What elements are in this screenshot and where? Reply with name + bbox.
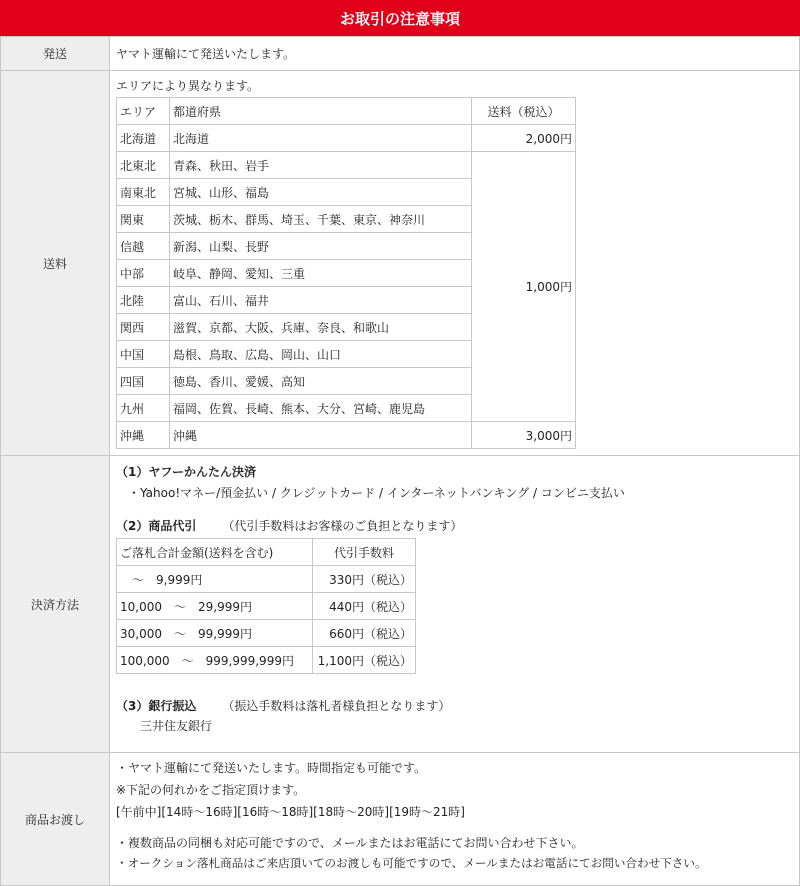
header-fee: 代引手数料 [313, 539, 416, 566]
pref-cell: 滋賀、京都、大阪、兵庫、奈良、和歌山 [170, 314, 472, 341]
pref-cell: 宮城、山形、福島 [170, 179, 472, 206]
delivery-line-5: ・オークション落札商品はご来店頂いてのお渡しも可能ですので、メールまたはお電話にてお問い合わせ下さい。 [116, 856, 707, 870]
area-cell: 南東北 [117, 179, 170, 206]
row-payment [1, 456, 800, 753]
table-row [117, 422, 576, 449]
pref-cell: 茨城、栃木、群馬、埼玉、千葉、東京、神奈川 [170, 206, 472, 233]
payment-yahoo-detail: ・Yahoo!マネー/預金払い / クレジットカード / インターネットバンキング / コンビニ支払い [128, 486, 625, 500]
area-cell: 九州 [117, 395, 170, 422]
header-area: エリア [117, 98, 170, 125]
area-cell: 北海道 [117, 125, 170, 152]
cod-fee-table [116, 538, 416, 674]
area-cell: 関東 [117, 206, 170, 233]
payment-yahoo-title: （1）ヤフーかんたん決済 [116, 465, 256, 479]
shipping-fee-table [116, 97, 576, 449]
amount-cell: ～ 9,999円 [117, 566, 313, 593]
fee-cell: 1,100円（税込） [313, 647, 416, 674]
area-cell: 北陸 [117, 287, 170, 314]
area-cell: 信越 [117, 233, 170, 260]
area-cell: 中国 [117, 341, 170, 368]
payment-bank-note: （振込手数料は落札者様負担となります） [222, 699, 451, 713]
pref-cell: 徳島、香川、愛媛、高知 [170, 368, 472, 395]
fee-cell: 330円（税込） [313, 566, 416, 593]
delivery-line-1: ・ヤマト運輸にて発送いたします。時間指定も可能です。 [116, 761, 427, 775]
label-delivery: 商品お渡し [1, 753, 110, 886]
row-delivery [1, 753, 800, 886]
pref-cell: 新潟、山梨、長野 [170, 233, 472, 260]
delivery-line-4: ・複数商品の同梱も対応可能ですので、メールまたはお電話にてお問い合わせ下さい。 [116, 836, 584, 850]
page-title: お取引の注意事項 [339, 9, 460, 28]
pref-cell: 北海道 [170, 125, 472, 152]
table-row [117, 620, 416, 647]
pref-cell: 沖縄 [170, 422, 472, 449]
price-cell: 1,000円 [472, 152, 576, 422]
payment-bank-heading [116, 696, 793, 716]
table-row [117, 152, 576, 179]
amount-cell: 10,000 ～ 29,999円 [117, 593, 313, 620]
notice-table [0, 36, 800, 886]
fee-cell: 660円（税込） [313, 620, 416, 647]
area-cell: 沖縄 [117, 422, 170, 449]
table-row [117, 125, 576, 152]
pref-cell: 福岡、佐賀、長崎、熊本、大分、宮崎、鹿児島 [170, 395, 472, 422]
area-cell: 中部 [117, 260, 170, 287]
amount-cell: 30,000 ～ 99,999円 [117, 620, 313, 647]
header-pref: 都道府県 [170, 98, 472, 125]
header-price: 送料（税込） [472, 98, 576, 125]
payment-bank-title: （3）銀行振込 [116, 699, 197, 713]
label-payment: 決済方法 [1, 456, 110, 753]
price-cell: 3,000円 [472, 422, 576, 449]
page-header [0, 0, 800, 36]
price-cell: 2,000円 [472, 125, 576, 152]
shipping-fee-header-row [117, 98, 576, 125]
label-shipping: 発送 [1, 37, 110, 71]
shipping-fee-intro: エリアにより異なります。 [116, 79, 260, 93]
row-shipping [1, 37, 800, 71]
area-cell: 四国 [117, 368, 170, 395]
payment-cod-title: （2）商品代引 [116, 519, 197, 533]
payment-bank-name: 三井住友銀行 [140, 719, 213, 733]
row-shipping-fee [1, 71, 800, 456]
payment-cod-heading [116, 516, 793, 536]
shipping-text: ヤマト運輸にて発送いたします。 [110, 37, 800, 71]
amount-cell: 100,000 ～ 999,999,999円 [117, 647, 313, 674]
cod-fee-header-row [117, 539, 416, 566]
table-row [117, 566, 416, 593]
pref-cell: 岐阜、静岡、愛知、三重 [170, 260, 472, 287]
area-cell: 関西 [117, 314, 170, 341]
pref-cell: 青森、秋田、岩手 [170, 152, 472, 179]
delivery-line-2: ※下記の何れかをご指定頂けます。 [116, 783, 306, 797]
area-cell: 北東北 [117, 152, 170, 179]
payment-cod-note: （代引手数料はお客様のご負担となります） [222, 519, 463, 533]
header-amount: ご落札合計金額(送料を含む) [117, 539, 313, 566]
label-shipping-fee: 送料 [1, 71, 110, 456]
pref-cell: 島根、鳥取、広島、岡山、山口 [170, 341, 472, 368]
table-row [117, 593, 416, 620]
pref-cell: 富山、石川、福井 [170, 287, 472, 314]
table-row [117, 647, 416, 674]
delivery-time-slots: [午前中][14時～16時][16時～18時][18時～20時][19時～21時] [116, 805, 465, 819]
fee-cell: 440円（税込） [313, 593, 416, 620]
